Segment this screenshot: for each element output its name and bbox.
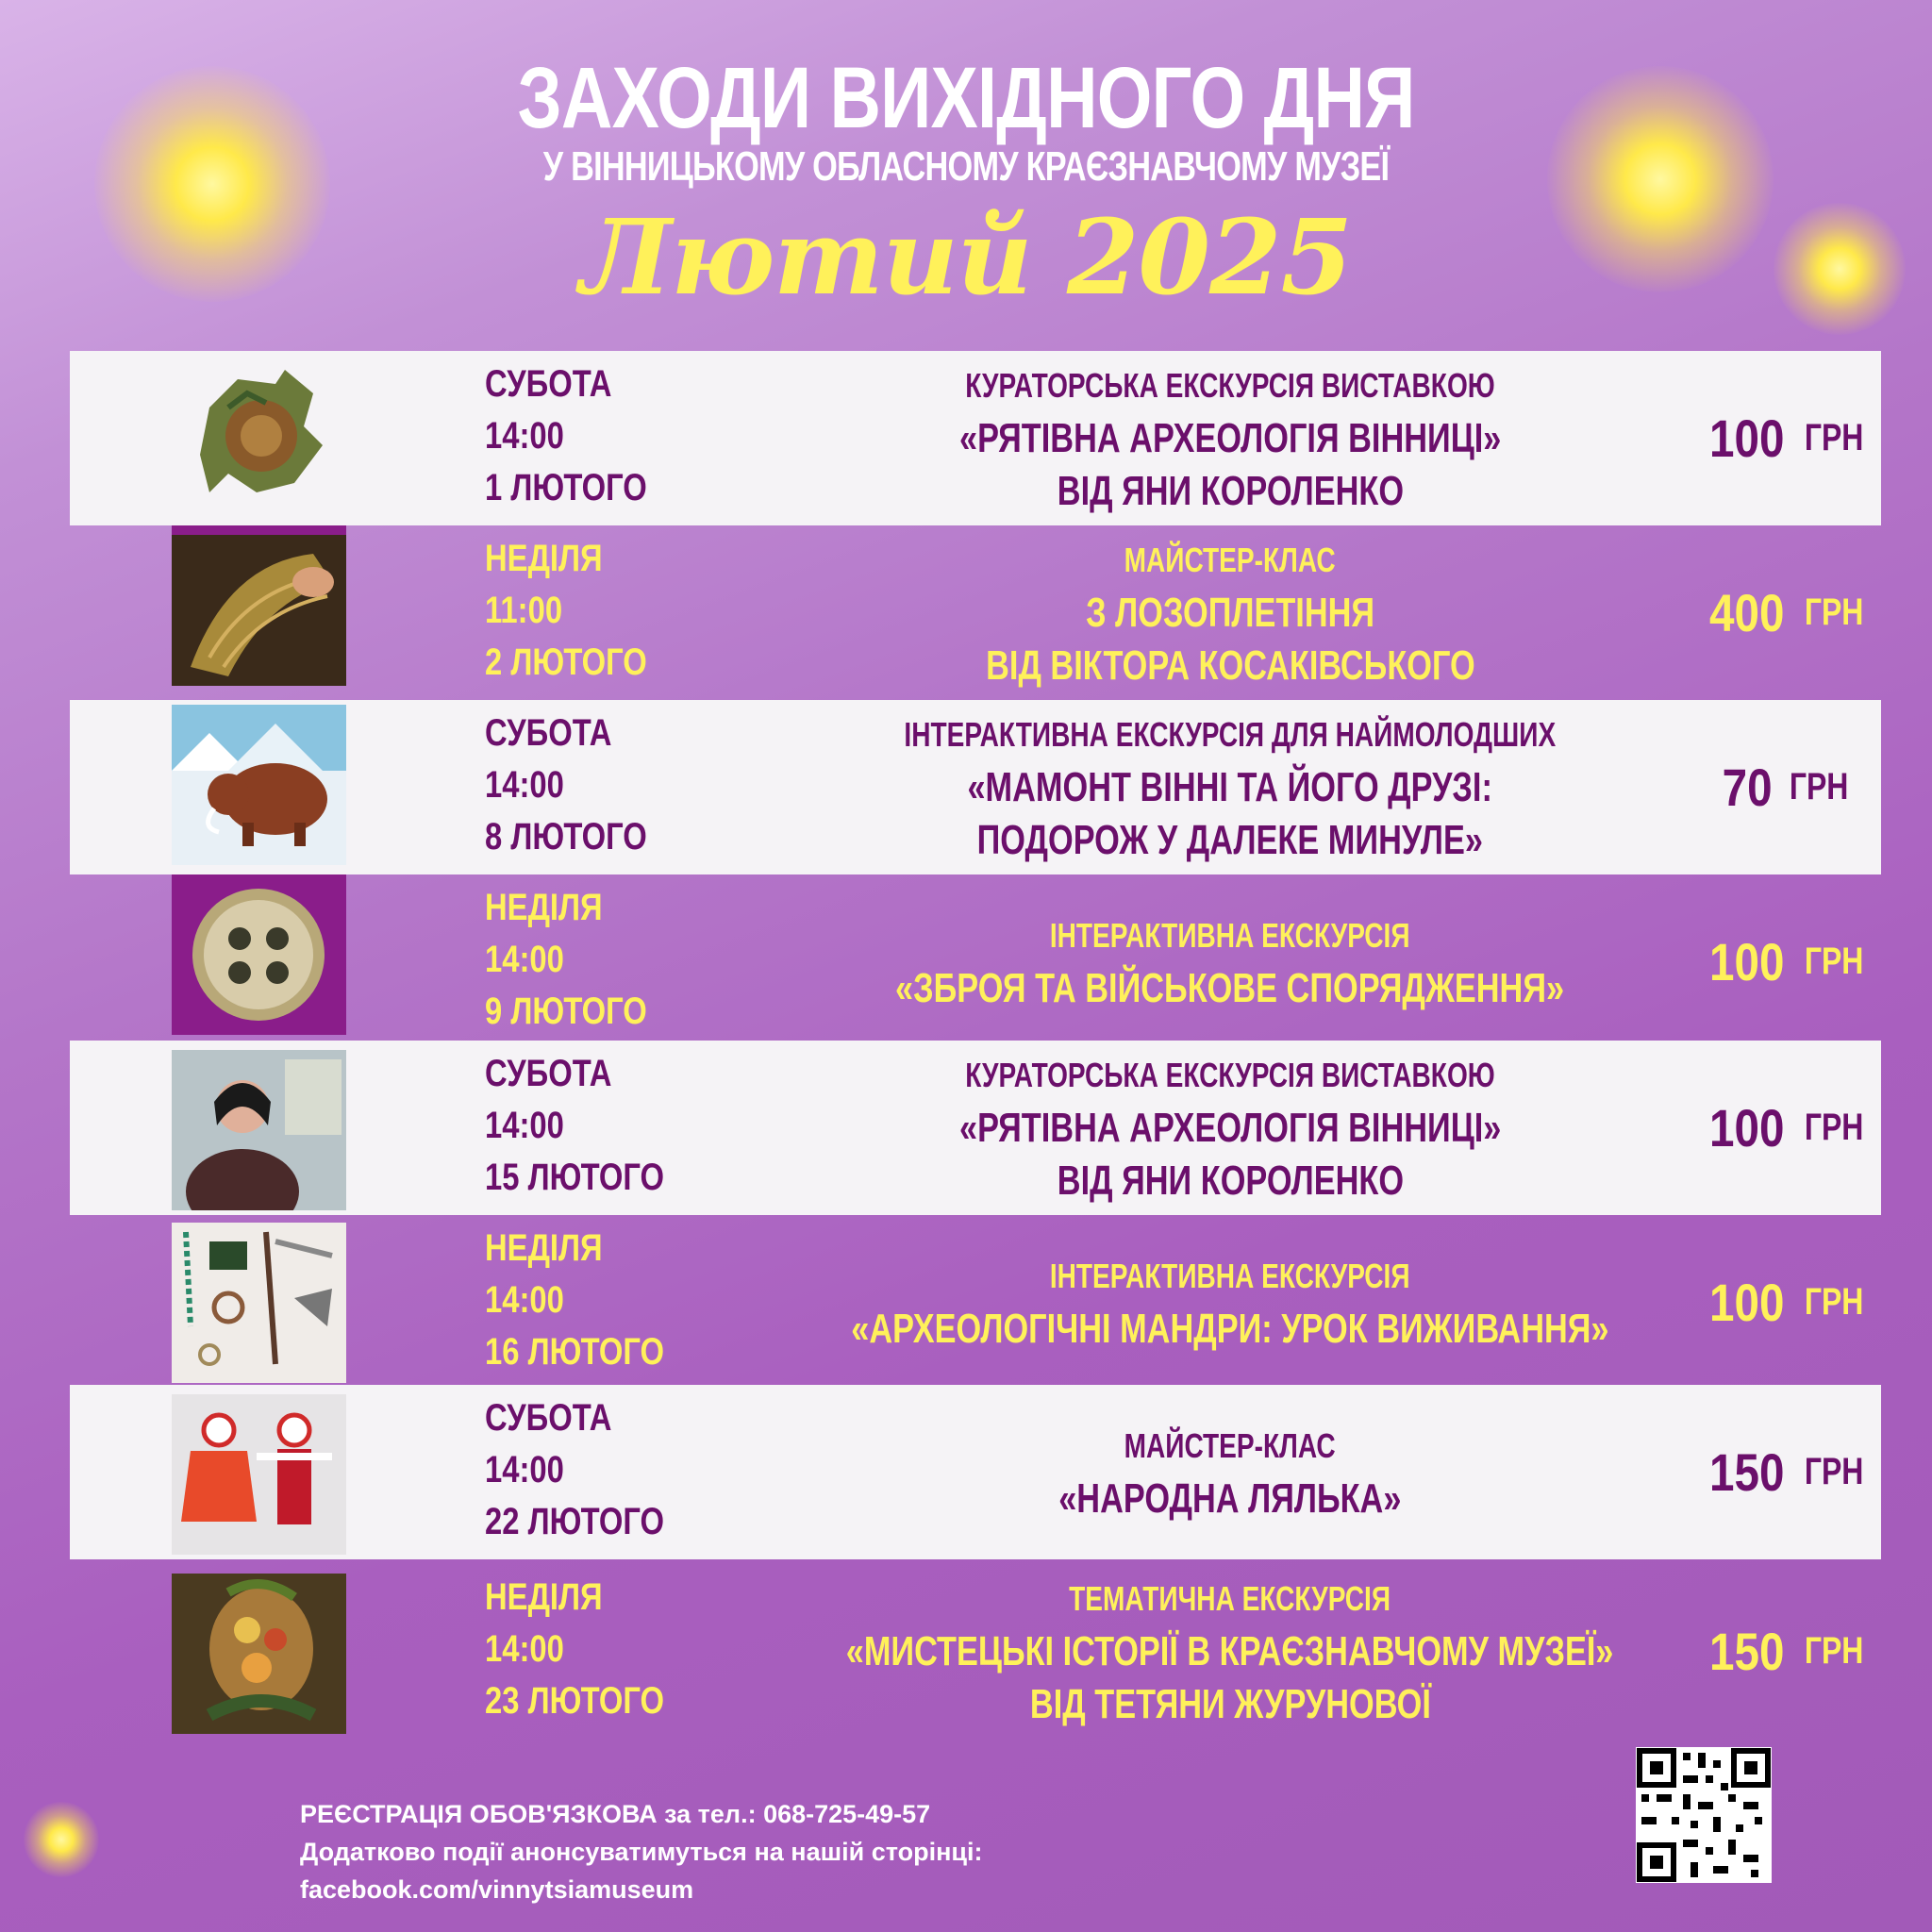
- event-name: «РЯТІВНА АРХЕОЛОГІЯ ВІННИЦІ»: [958, 1104, 1502, 1151]
- event-when: [485, 708, 686, 863]
- event-info: [749, 351, 1711, 525]
- event-date: 23 ЛЮТОГО: [485, 1680, 665, 1722]
- event-day: СУБОТА: [485, 1053, 612, 1094]
- event-date: 15 ЛЮТОГО: [485, 1157, 665, 1198]
- event-extra: ВІД ЯНИ КОРОЛЕНКО: [1057, 1157, 1404, 1204]
- event-type: КУРАТОРСЬКА ЕКСКУРСІЯ ВИСТАВКОЮ: [965, 1055, 1495, 1094]
- event-time: 14:00: [485, 415, 564, 457]
- event-row: [70, 1041, 1881, 1215]
- qr-code-icon[interactable]: [1636, 1747, 1772, 1883]
- event-info: [749, 1215, 1711, 1390]
- price-currency: ГРН: [1804, 1451, 1864, 1492]
- event-date: 2 ЛЮТОГО: [485, 641, 647, 683]
- event-when: [485, 1048, 686, 1204]
- folk-dolls-image: [172, 1394, 346, 1555]
- event-date: 1 ЛЮТОГО: [485, 467, 647, 508]
- price-value: 150: [1709, 1442, 1785, 1502]
- ancient-tools-image: [172, 1223, 346, 1383]
- shield-image: [172, 874, 346, 1035]
- event-price: [1683, 1564, 1890, 1739]
- event-type: ІНТЕРАКТИВНА ЕКСКУРСІЯ: [1050, 1256, 1410, 1295]
- poster-month: Лютий 2025: [579, 196, 1353, 318]
- event-name: «ЗБРОЯ ТА ВІЙСЬКОВЕ СПОРЯДЖЕННЯ»: [895, 964, 1565, 1011]
- basket-weaving-image: [172, 525, 346, 686]
- price-currency: ГРН: [1804, 941, 1864, 982]
- price-currency: ГРН: [1789, 766, 1849, 808]
- event-row: [70, 1564, 1881, 1739]
- price-value: 100: [1709, 1273, 1785, 1332]
- event-row: [70, 874, 1881, 1049]
- event-row: [70, 1215, 1881, 1390]
- event-day: СУБОТА: [485, 1397, 612, 1439]
- event-time: 14:00: [485, 764, 564, 806]
- event-name: «МИСТЕЦЬКІ ІСТОРІЇ В КРАЄЗНАВЧОМУ МУЗЕЇ»: [846, 1627, 1614, 1674]
- event-date: 16 ЛЮТОГО: [485, 1331, 665, 1373]
- price-currency: ГРН: [1804, 1107, 1864, 1148]
- event-info: [749, 1385, 1711, 1559]
- registration-line: РЕЄСТРАЦІЯ ОБОВ'ЯЗКОВА за тел.: 068-725-49-57: [300, 1800, 931, 1828]
- price-value: 150: [1709, 1622, 1785, 1681]
- event-row: [70, 700, 1881, 874]
- event-date: 9 ЛЮТОГО: [485, 991, 647, 1032]
- event-time: 14:00: [485, 1279, 564, 1321]
- event-day: НЕДІЛЯ: [485, 1227, 603, 1269]
- poster-subtitle: У ВІННИЦЬКОМУ ОБЛАСНОМУ КРАЄЗНАВЧОМУ МУЗЕЇ: [542, 143, 1390, 190]
- event-extra: ВІД ВІКТОРА КОСАКІВСЬКОГО: [985, 641, 1475, 689]
- event-when: [485, 358, 686, 514]
- event-type: МАЙСТЕР-КЛАС: [1124, 1425, 1337, 1465]
- event-info: [749, 700, 1711, 874]
- event-type: ТЕМАТИЧНА ЕКСКУРСІЯ: [1069, 1578, 1391, 1618]
- event-extra: ПОДОРОЖ У ДАЛЕКЕ МИНУЛЕ»: [976, 816, 1484, 863]
- event-when: [485, 533, 686, 689]
- event-time: 14:00: [485, 1105, 564, 1146]
- event-name: З ЛОЗОПЛЕТІННЯ: [1086, 589, 1374, 636]
- event-time: 11:00: [485, 590, 563, 631]
- event-date: 8 ЛЮТОГО: [485, 816, 647, 858]
- event-info: [749, 1564, 1711, 1739]
- event-when: [485, 1392, 686, 1548]
- event-day: НЕДІЛЯ: [485, 1576, 603, 1618]
- event-time: 14:00: [485, 939, 564, 980]
- event-day: НЕДІЛЯ: [485, 538, 603, 579]
- curator-portrait-image: [172, 1050, 346, 1210]
- event-day: СУБОТА: [485, 712, 612, 754]
- event-info: [749, 1041, 1711, 1215]
- price-currency: ГРН: [1804, 1630, 1864, 1672]
- event-row: [70, 351, 1881, 525]
- event-price: [1683, 1041, 1890, 1215]
- event-row: [70, 1385, 1881, 1559]
- event-price: [1683, 874, 1890, 1049]
- event-info: [749, 525, 1711, 700]
- price-value: 400: [1709, 583, 1785, 642]
- event-price: [1683, 700, 1890, 874]
- event-extra: ВІД ТЕТЯНИ ЖУРУНОВОЇ: [1029, 1680, 1431, 1727]
- price-value: 100: [1709, 408, 1785, 468]
- light-glow: [24, 1802, 99, 1877]
- event-type: ІНТЕРАКТИВНА ЕКСКУРСІЯ: [1050, 915, 1410, 955]
- announcement-line: Додатково події анонсуватимуться на нашій сторінці:: [300, 1838, 983, 1866]
- price-currency: ГРН: [1804, 1281, 1864, 1323]
- poster-title: ЗАХОДИ ВИХІДНОГО ДНЯ: [517, 50, 1415, 146]
- event-name: «РЯТІВНА АРХЕОЛОГІЯ ВІННИЦІ»: [958, 414, 1502, 461]
- event-extra: ВІД ЯНИ КОРОЛЕНКО: [1057, 467, 1404, 514]
- event-price: [1683, 525, 1890, 700]
- price-currency: ГРН: [1804, 591, 1864, 633]
- event-row: [70, 525, 1881, 700]
- mammoth-image: [172, 705, 346, 865]
- price-value: 70: [1722, 758, 1773, 817]
- event-price: [1683, 1215, 1890, 1390]
- event-when: [485, 1572, 686, 1727]
- event-date: 22 ЛЮТОГО: [485, 1501, 665, 1542]
- event-when: [485, 882, 686, 1038]
- event-type: КУРАТОРСЬКА ЕКСКУРСІЯ ВИСТАВКОЮ: [965, 365, 1495, 405]
- event-type: ІНТЕРАКТИВНА ЕКСКУРСІЯ ДЛЯ НАЙМОЛОДШИХ: [904, 714, 1557, 754]
- price-value: 100: [1709, 1098, 1785, 1158]
- event-name: «НАРОДНА ЛЯЛЬКА»: [1058, 1474, 1402, 1522]
- event-when: [485, 1223, 686, 1378]
- event-name: «АРХЕОЛОГІЧНІ МАНДРИ: УРОК ВИЖИВАННЯ»: [851, 1305, 1609, 1352]
- event-type: МАЙСТЕР-КЛАС: [1124, 540, 1337, 579]
- event-day: НЕДІЛЯ: [485, 887, 603, 928]
- fruit-portrait-image: [172, 1574, 346, 1734]
- facebook-link[interactable]: facebook.com/vinnytsiamuseum: [300, 1875, 694, 1904]
- event-time: 14:00: [485, 1628, 564, 1670]
- event-time: 14:00: [485, 1449, 564, 1491]
- ceramic-shards-image: [172, 351, 346, 511]
- event-price: [1683, 1385, 1890, 1559]
- price-currency: ГРН: [1804, 417, 1864, 458]
- price-value: 100: [1709, 932, 1785, 991]
- event-price: [1683, 351, 1890, 525]
- event-day: СУБОТА: [485, 363, 612, 405]
- event-info: [749, 874, 1711, 1049]
- event-name: «МАМОНТ ВІННІ ТА ЙОГО ДРУЗІ:: [967, 763, 1493, 810]
